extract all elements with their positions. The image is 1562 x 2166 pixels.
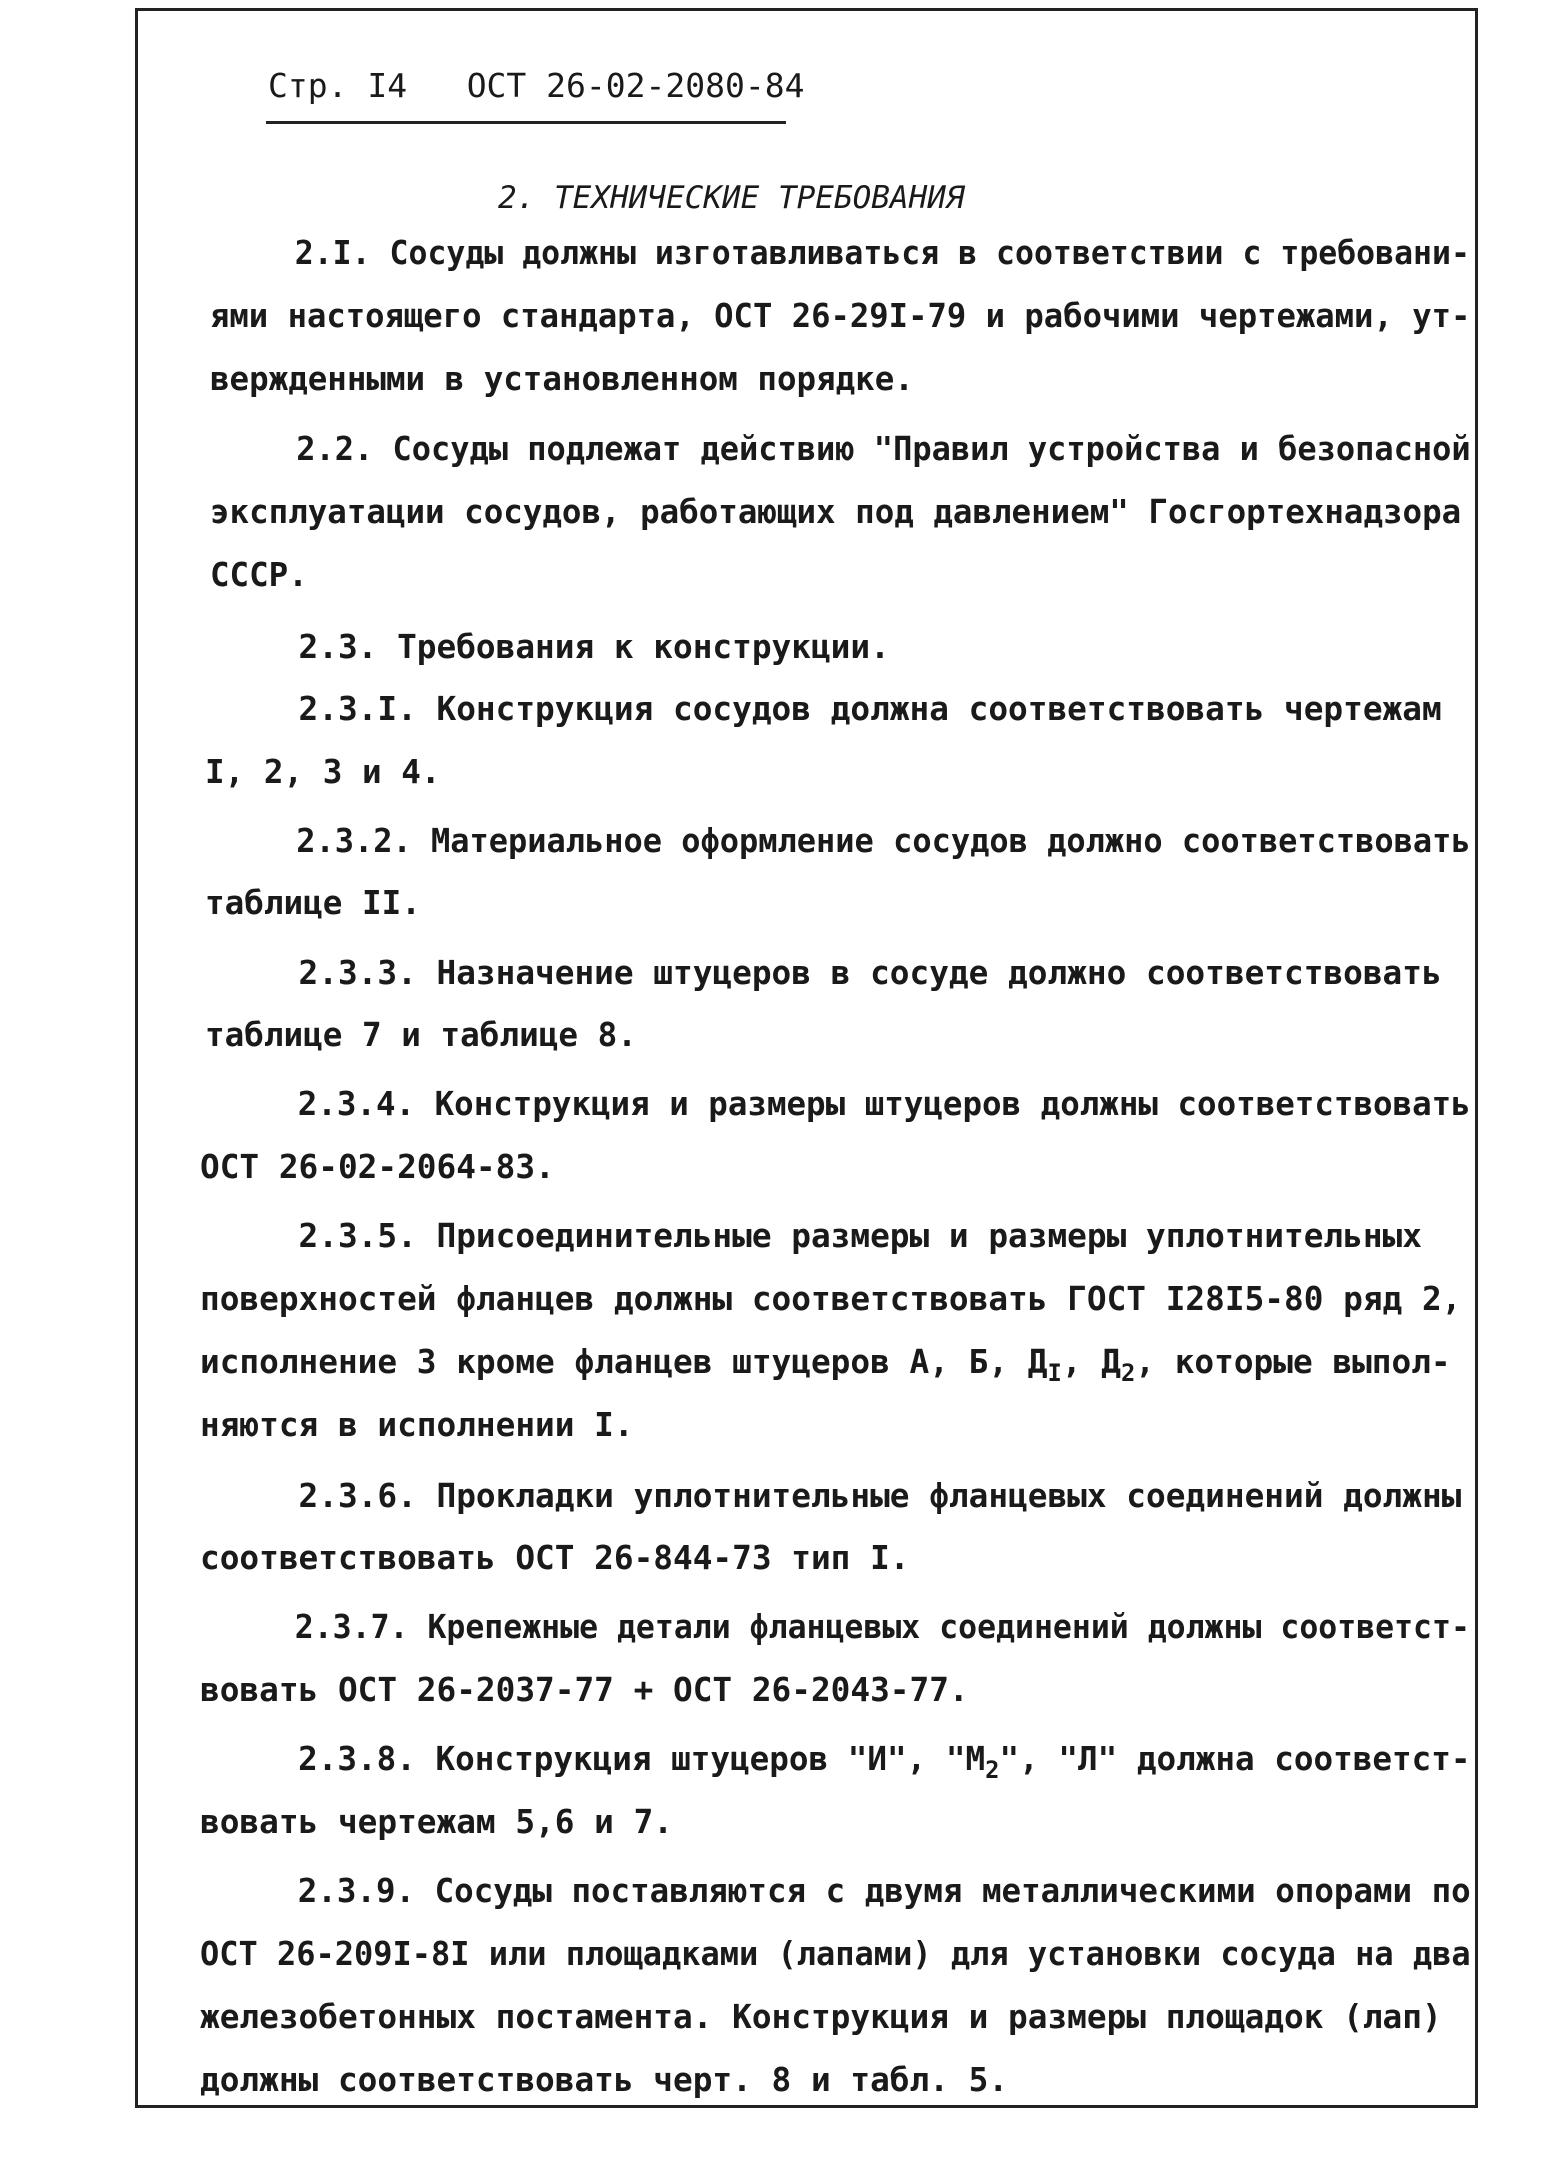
text-line (210, 544, 1470, 606)
standard-code: ОСТ 26-02-2080-84 (466, 66, 805, 105)
text-line-content: таблице 7 и таблице 8. (205, 1015, 637, 1054)
text-line (200, 810, 1471, 872)
page-number: Стр. I4 (268, 66, 408, 105)
text-line (200, 222, 1470, 284)
text-line (205, 1004, 1470, 1066)
text-line (200, 1205, 1470, 1267)
text-line-content: 2.3.7. Крепежные детали фланцевых соединений должны соответст- (200, 1607, 1470, 1646)
text-line (200, 678, 1470, 740)
text-line-content: 2.3.2. Материальное оформление сосудов должно соответствовать (200, 821, 1471, 860)
text-line-content: железобетонных постамента. Конструкция и размеры площадок (лап) (200, 1997, 1442, 2036)
text-line-content: 2.I. Сосуды должны изготавливаться в соответствии с требовани- (200, 233, 1470, 272)
text-fragment: , которые выпол- (1135, 1342, 1451, 1381)
subscript: I (1047, 1359, 1062, 1387)
text-line (210, 481, 1470, 543)
text-line (200, 1986, 1470, 2048)
text-fragment: , Д (1061, 1342, 1121, 1381)
text-line-content: 2.3.5. Присоединительные размеры и размеры уплотнительных (200, 1216, 1422, 1255)
page-header (268, 66, 804, 105)
text-line-content: 2.3. Требования к конструкции. (200, 627, 890, 666)
text-line (200, 942, 1470, 1004)
text-line-content: ями настоящего стандарта, ОСТ 26-29I-79 и рабочими чертежами, ут- (210, 296, 1471, 335)
section-title: 2. ТЕХНИЧЕСКИЕ ТРЕБОВАНИЯ (498, 180, 965, 216)
text-line-content: СССР. (210, 555, 308, 594)
text-line (210, 285, 1471, 347)
text-line-content: I, 2, 3 и 4. (205, 752, 441, 791)
text-line-content: 2.3.4. Конструкция и размеры штуцеров должны соответствовать (200, 1084, 1471, 1123)
header-underline (266, 121, 786, 124)
text-line (200, 1073, 1471, 1135)
text-line-content: 2.3.8. Конструкция штуцеров "И", "М (200, 1739, 986, 1778)
text-line (200, 1659, 1470, 1721)
text-line-content: должны соответствовать черт. 8 и табл. 5. (200, 2060, 1009, 2099)
text-line (200, 1394, 1470, 1456)
text-line (200, 418, 1471, 480)
text-line-content: ОСТ 26-02-2064-83. (200, 1147, 555, 1186)
text-line-content: 2.3.I. Конструкция сосудов должна соответствовать чертежам (200, 689, 1442, 728)
text-line-content: 2.2. Сосуды подлежат действию "Правил устройства и безопасной (200, 429, 1471, 468)
subscript: 2 (1120, 1359, 1136, 1387)
text-line (200, 1527, 1470, 1589)
text-line-content: ОСТ 26-209I-8I или площадками (лапами) для установки сосуда на два (200, 1934, 1471, 1973)
text-line-content: 2.3.3. Назначение штуцеров в сосуде должно соответствовать (200, 953, 1442, 992)
text-line (210, 348, 1470, 410)
text-line-content: 2.3.9. Сосуды поставляются с двумя металлическими опорами по (200, 1871, 1471, 1910)
text-line (200, 1268, 1470, 1330)
text-fragment: ", "Л" должна соответст- (999, 1739, 1471, 1778)
text-line (200, 1791, 1470, 1853)
text-line (200, 1860, 1471, 1922)
text-line (200, 616, 1470, 678)
text-line-content: 2.3.6. Прокладки уплотнительные фланцевых соединений должны (200, 1476, 1462, 1515)
text-line-content: соответствовать ОСТ 26-844-73 тип I. (200, 1538, 910, 1577)
text-line-content: эксплуатации сосудов, работающих под давлением" Госгортехнадзора (210, 492, 1462, 531)
text-line-content: таблице II. (205, 883, 421, 922)
text-line-content: вовать ОСТ 26-2037-77 + ОСТ 26-2043-77. (200, 1670, 969, 1709)
text-line (200, 1136, 1470, 1198)
text-line (200, 1596, 1470, 1658)
text-line (205, 741, 1470, 803)
text-line-content: исполнение 3 кроме фланцев штуцеров А, Б, Д (200, 1342, 1048, 1381)
text-line (205, 872, 1470, 934)
text-line-content: вержденными в установленном порядке. (210, 359, 914, 398)
text-line-content: вовать чертежам 5,6 и 7. (200, 1802, 674, 1841)
text-line (200, 1923, 1471, 1985)
text-line (200, 2049, 1470, 2111)
text-line-content: поверхностей фланцев должны соответствовать ГОСТ I28I5-80 ряд 2, (200, 1279, 1462, 1318)
text-line (200, 1465, 1470, 1527)
subscript: 2 (985, 1756, 1000, 1784)
text-line-content: няются в исполнении I. (200, 1405, 634, 1444)
